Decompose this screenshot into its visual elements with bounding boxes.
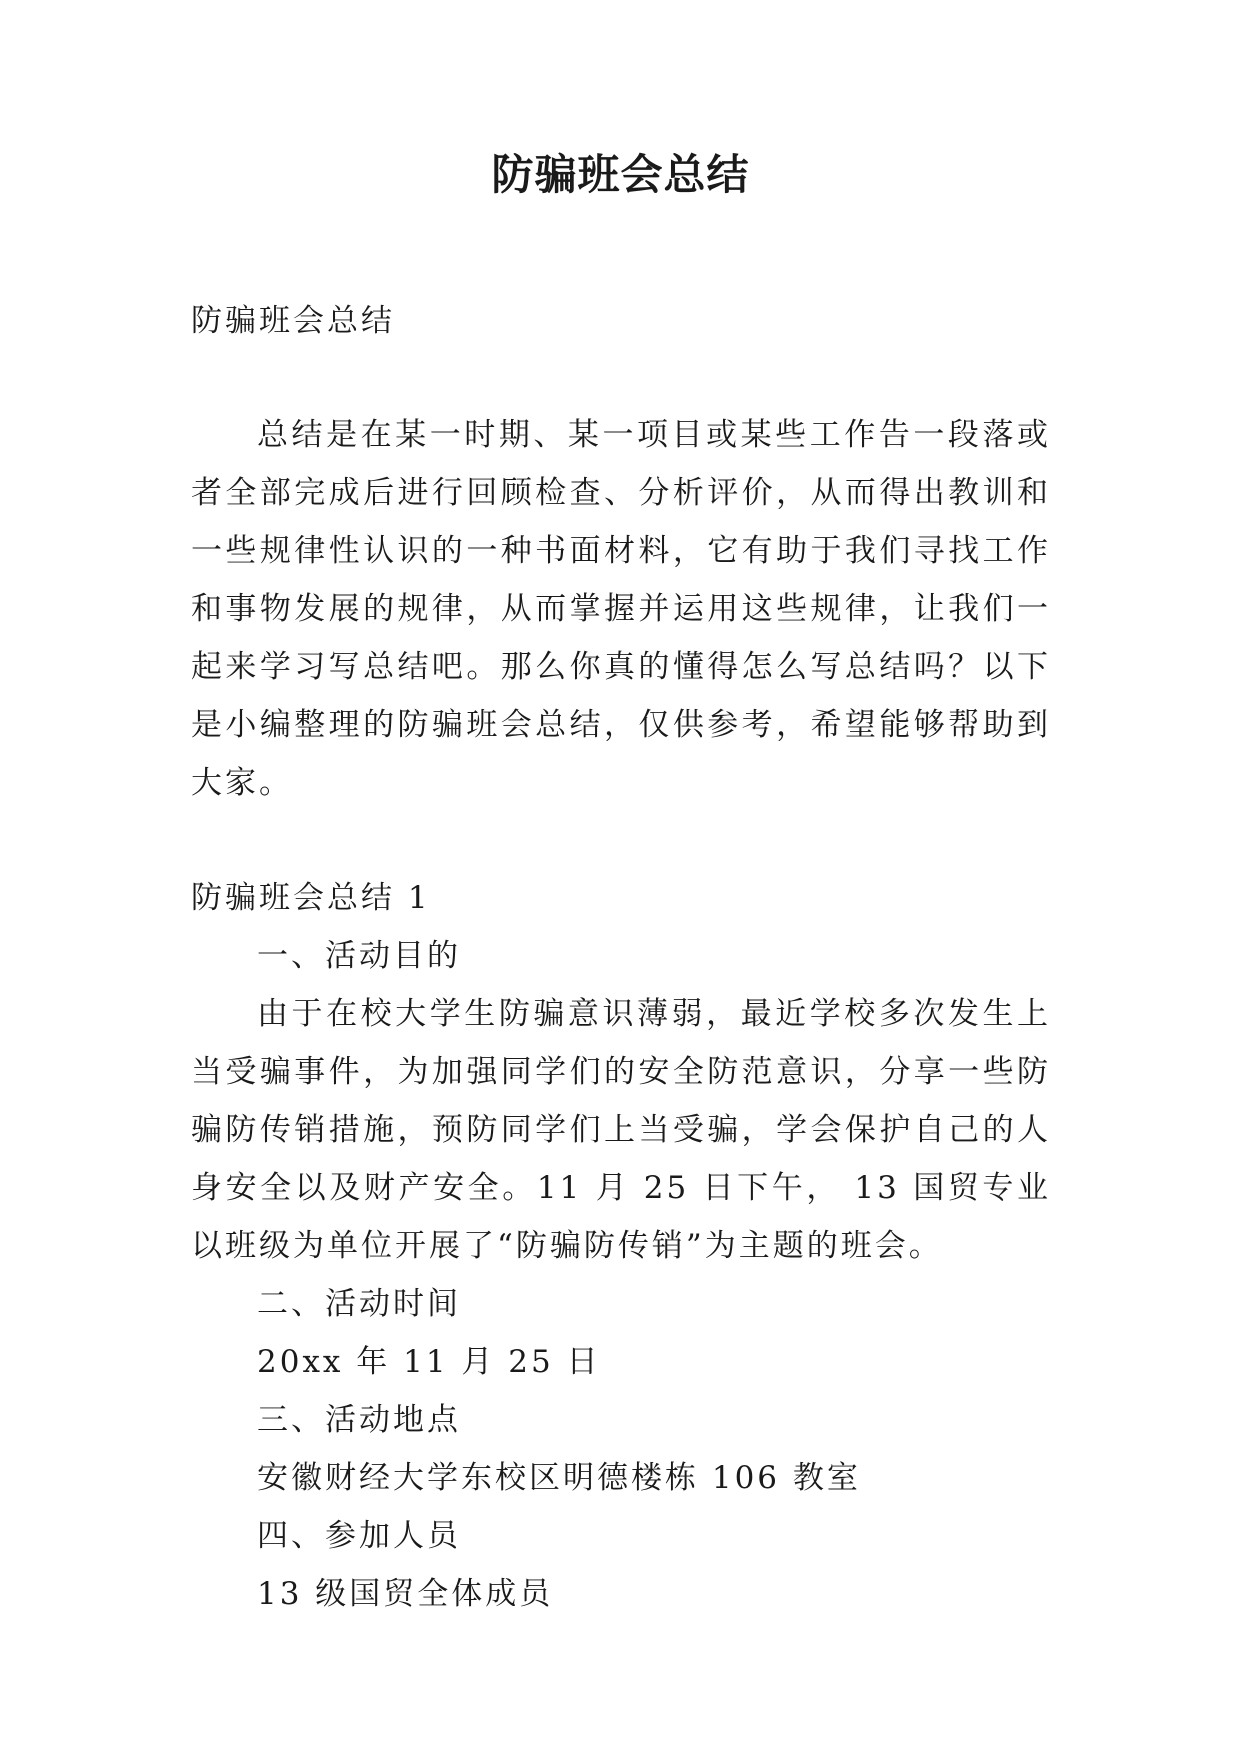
document-subtitle: 防骗班会总结: [191, 303, 395, 339]
participants-heading: 四、参加人员: [257, 1518, 461, 1554]
time-text: 20xx 年 11 月 25 日: [257, 1344, 601, 1380]
time-heading: 二、活动时间: [257, 1286, 461, 1322]
document-title: 防骗班会总结: [491, 150, 750, 199]
document-body: [191, 292, 1051, 1623]
section-heading: 防骗班会总结 1: [191, 880, 431, 916]
purpose-paragraph: 由于在校大学生防骗意识薄弱，最近学校多次发生上当受骗事件，为加强同学们的安全防范意识，分享一些防骗防传销措施，预防同学们上当受骗，学会保护自己的人身安全以及财产安全。11 月 25 日下午， 13 国贸专业以班级为单位开展了“防骗防传销”为主题的班会。: [191, 996, 1051, 1264]
place-heading: 三、活动地点: [257, 1402, 461, 1438]
intro-paragraph: 总结是在某一时期、某一项目或某些工作告一段落或者全部完成后进行回顾检查、分析评价，从而得出教训和一些规律性认识的一种书面材料，它有助于我们寻找工作和事物发展的规律，从而掌握并运用这些规律，让我们一起来学习写总结吧。那么你真的懂得怎么写总结吗？以下是小编整理的防骗班会总结，仅供参考，希望能够帮助到大家。: [191, 417, 1051, 801]
participants-text: 13 级国贸全体成员: [257, 1576, 554, 1612]
purpose-heading: 一、活动目的: [257, 938, 461, 974]
place-text: 安徽财经大学东校区明德楼栋 106 教室: [257, 1460, 861, 1496]
